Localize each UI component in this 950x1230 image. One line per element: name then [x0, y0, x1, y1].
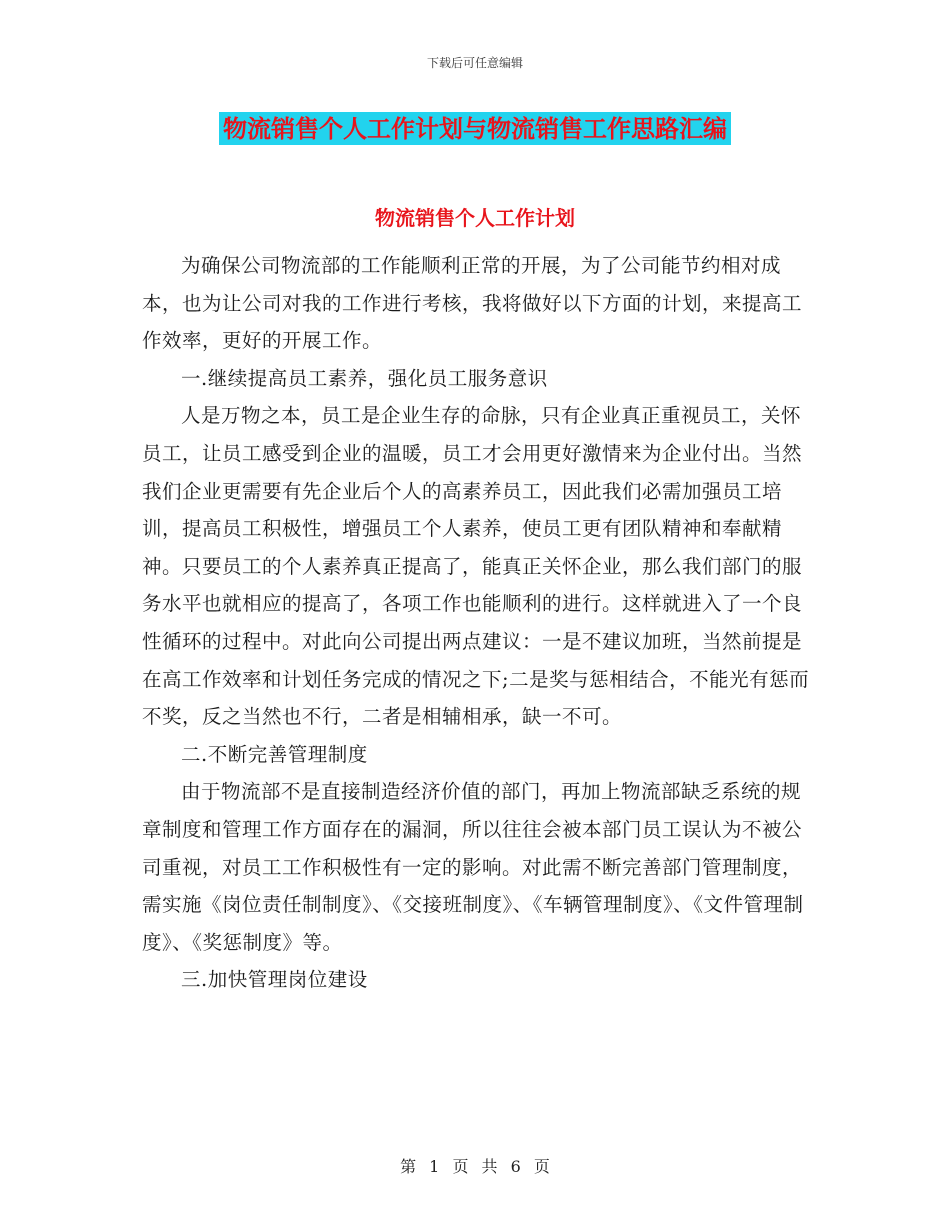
heading-2: 二.不断完善管理制度 — [181, 742, 368, 766]
paragraph-1: 人是万物之本，员工是企业生存的命脉，只有企业真正重视员工，关怀员工，让员工感受到企业的温暖，员工才会用更好激情来为企业付出。当然我们企业更需要有先企业后个人的高素养员工，因此我们必需加强员工培训，提高员工积极性，增强员工个人素养，使员工更有团队精神和奉献精神。只要员工的个人素养真正提高了，能真正关怀企业，那么我们部门的服务水平也就相应的提高了，各项工作也能顺利的进行。这样就进入了一个良性循环的过程中。对此向公司提出两点建议：一是不建议加班，当然前提是在高工作效率和计划任务完成的情况之下;二是奖与惩相结合，不能光有惩而不奖，反之当然也不行，二者是相辅相承，缺一不可。 — [142, 404, 810, 729]
header-note: 下载后可任意编辑 — [426, 56, 523, 70]
paragraph-intro: 为确保公司物流部的工作能顺利正常的开展，为了公司能节约相对成本，也为让公司对我的工作进行考核，我将做好以下方面的计划，来提高工作效率，更好的开展工作。 — [142, 254, 803, 353]
paragraph-2: 由于物流部不是直接制造经济价值的部门，再加上物流部缺乏系统的规章制度和管理工作方面存在的漏洞，所以往往会被本部门员工误认为不被公司重视，对员工工作积极性有一定的影响。对此需不断完善部门管理制度，需实施《岗位责任制制度》、《交接班制度》、《车辆管理制度》、《文件管理制度》、《奖惩制度》等。 — [142, 780, 804, 954]
section-title: 物流销售个人工作计划 — [375, 206, 575, 230]
heading-1: 一.继续提高员工素养，强化员工服务意识 — [181, 366, 548, 390]
document-title-container — [0, 112, 950, 145]
document-body — [142, 247, 814, 999]
heading-3: 三.加快管理岗位建设 — [181, 968, 368, 992]
page-footer: 第 1 页 共 6 页 — [400, 1157, 550, 1176]
document-title: 物流销售个人工作计划与物流销售工作思路汇编 — [219, 112, 731, 145]
